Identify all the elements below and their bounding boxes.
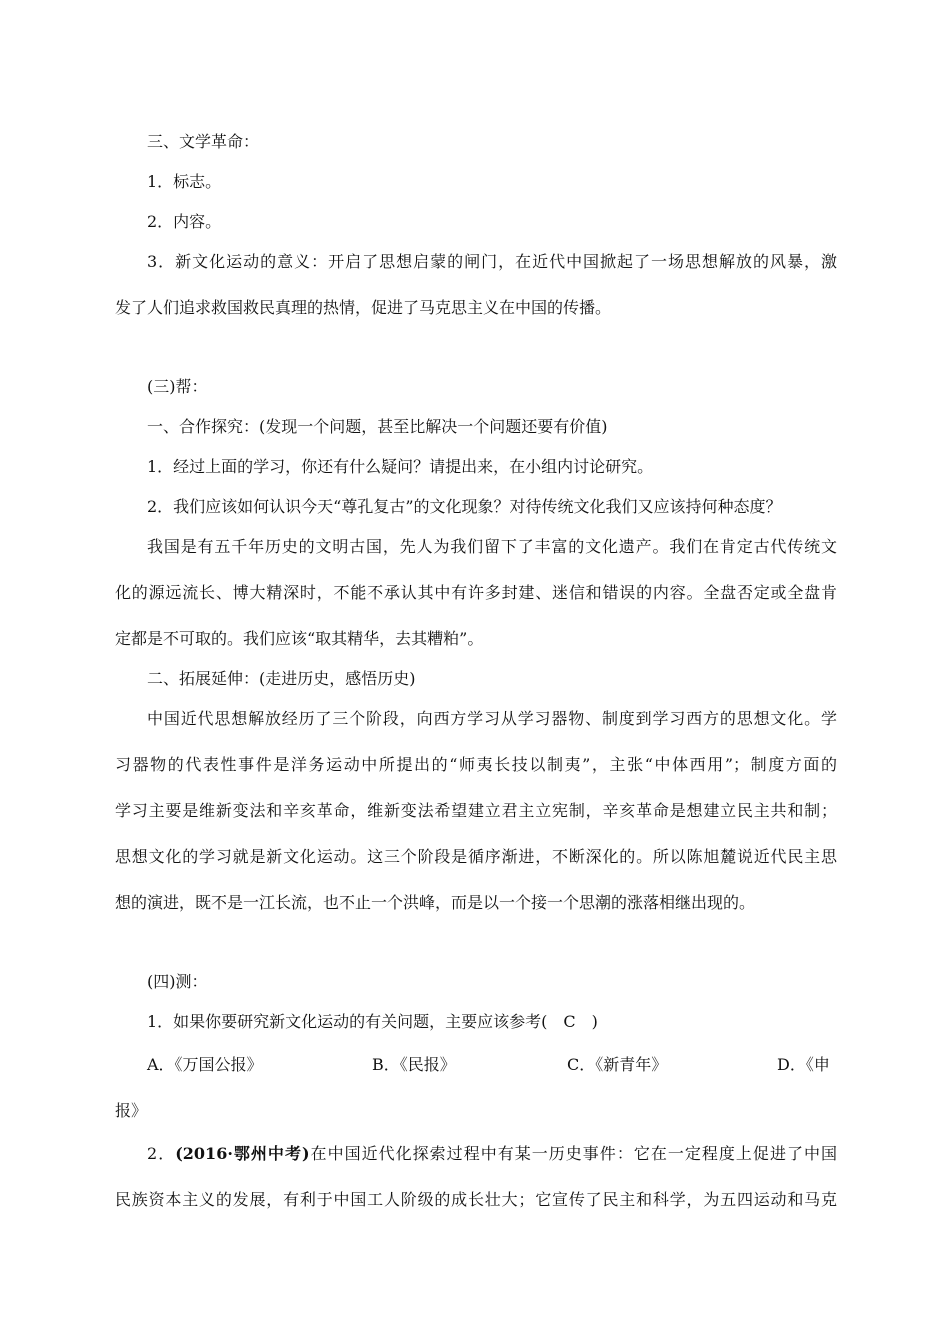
test-question-2-line-1 bbox=[147, 1144, 837, 1164]
list-item-symbol: 1．标志。 bbox=[147, 172, 222, 191]
answer-line-3: 定都是不可取的。我们应该“取其精华，去其糟粕”。 bbox=[115, 629, 484, 648]
extension-heading: 二、拓展延伸：(走进历史，感悟历史) bbox=[147, 669, 416, 688]
list-item-content: 2．内容。 bbox=[147, 212, 222, 231]
option-a: A．《万国公报》 bbox=[147, 1055, 263, 1074]
option-b: B．《民报》 bbox=[372, 1055, 456, 1074]
inquiry-question-2: 2．我们应该如何认识今天“尊孔复古”的文化现象？对待传统文化我们又应该持何种态度？ bbox=[147, 497, 782, 516]
extension-line-1: 中国近代思想解放经历了三个阶段，向西方学习从学习器物、制度到学习西方的思想文化。学 bbox=[147, 709, 837, 728]
inquiry-question-1: 1．经过上面的学习，你还有什么疑问？请提出来，在小组内讨论研究。 bbox=[147, 457, 654, 476]
option-d: D．《申 bbox=[777, 1055, 830, 1074]
help-heading: (三)帮： bbox=[147, 377, 208, 396]
extension-line-3: 学习主要是维新变法和辛亥革命，维新变法希望建立君主立宪制，辛亥革命是想建立民主共和制； bbox=[115, 801, 837, 820]
answer-line-2: 化的源远流长、博大精深时，不能不承认其中有许多封建、迷信和错误的内容。全盘否定或全盘肯 bbox=[115, 583, 837, 602]
extension-line-5: 想的演进，既不是一江长流，也不止一个洪峰，而是以一个接一个思潮的涨落相继出现的。 bbox=[115, 893, 756, 912]
test-heading: (四)测： bbox=[147, 972, 208, 991]
question-source: (2016·鄂州中考) bbox=[175, 1144, 310, 1163]
significance-line-2: 发了人们追求救国救民真理的热情，促进了马克思主义在中国的传播。 bbox=[115, 298, 612, 317]
extension-line-4: 思想文化的学习就是新文化运动。这三个阶段是循序渐进，不断深化的。所以陈旭麓说近代民主思 bbox=[115, 847, 837, 866]
question-number: 2． bbox=[147, 1144, 176, 1163]
option-c: C．《新青年》 bbox=[567, 1055, 668, 1074]
test-question-2-line-2: 民族资本主义的发展，有利于中国工人阶级的成长壮大；它宣传了民主和科学，为五四运动和马克 bbox=[115, 1190, 837, 1209]
cooperative-inquiry-heading: 一、合作探究：(发现一个问题，甚至比解决一个问题还要有价值) bbox=[147, 417, 608, 436]
section-heading-literary-revolution: 三、文学革命： bbox=[147, 132, 260, 151]
answer-line-1: 我国是有五千年历史的文明古国，先人为我们留下了丰富的文化遗产。我们在肯定古代传统文 bbox=[147, 537, 837, 556]
option-d-continuation: 报》 bbox=[115, 1101, 148, 1120]
question-text: 在中国近代化探索过程中有某一历史事件：它在一定程度上促进了中国 bbox=[309, 1144, 837, 1163]
test-question-1: 1．如果你要研究新文化运动的有关问题，主要应该参考( C ) bbox=[147, 1012, 598, 1031]
extension-line-2: 习器物的代表性事件是洋务运动中所提出的“师夷长技以制夷”，主张“中体西用”；制度方面的 bbox=[115, 755, 837, 774]
significance-line-1: 3．新文化运动的意义：开启了思想启蒙的闸门，在近代中国掀起了一场思想解放的风暴，激 bbox=[147, 252, 837, 271]
